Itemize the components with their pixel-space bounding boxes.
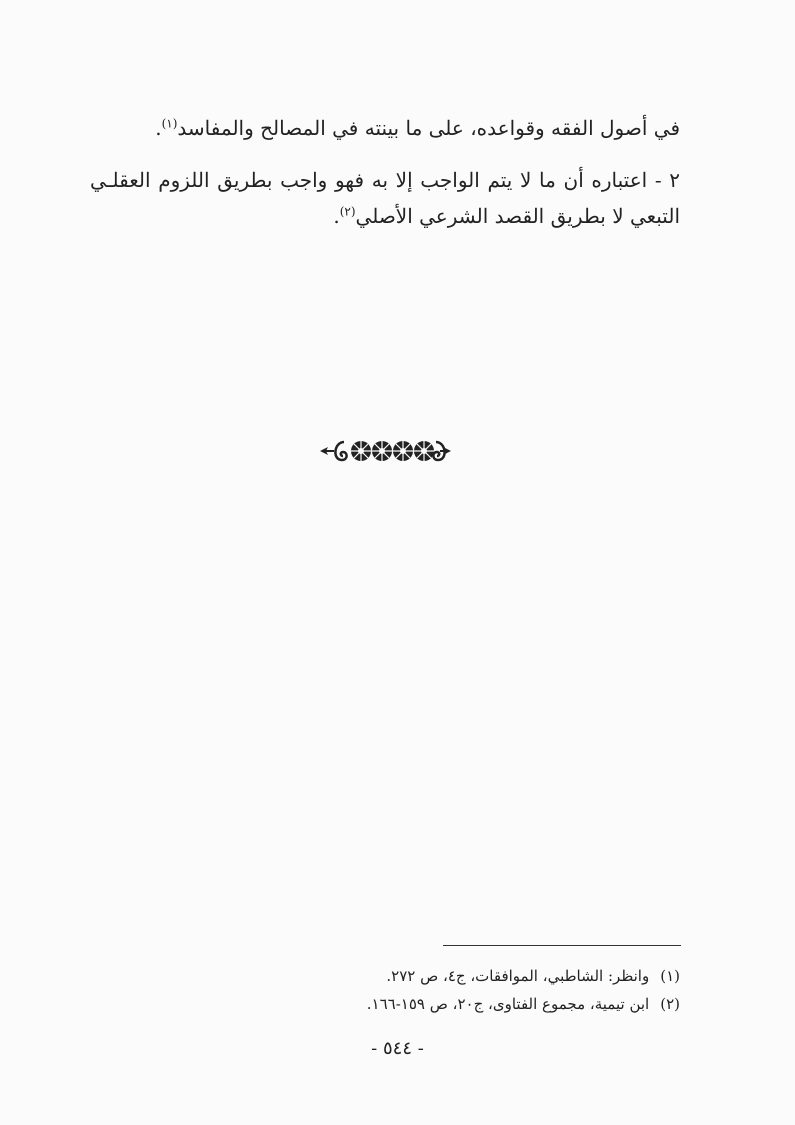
- paragraph-2-end: .: [333, 204, 340, 228]
- paragraph-2-line-2: التبعي لا بطريق القصد الشرعي الأصلي: [355, 204, 680, 228]
- footnote-1-number: (١): [660, 967, 680, 985]
- floral-ornament-icon: [318, 436, 452, 466]
- footnotes: [180, 962, 680, 1018]
- paragraph-2-line-1: ٢ - اعتباره أن ما لا يتم الواجب إلا به فهو واجب بطريق اللزوم العقلـي: [90, 168, 680, 192]
- paragraph-2-line-2-wrap: [90, 198, 680, 234]
- footnote-2: [180, 990, 680, 1018]
- paragraph-1-end: .: [155, 116, 162, 140]
- footnote-divider: [443, 945, 681, 946]
- footnote-2-text: ابن تيمية، مجموع الفتاوى، ج٢٠، ص ١٥٩-١٦٦.: [366, 995, 650, 1013]
- paragraph-1: [90, 110, 680, 146]
- footnote-ref-1[interactable]: (١): [161, 116, 178, 131]
- footnote-1: [180, 962, 680, 990]
- paragraph-1-text: في أصول الفقه وقواعده، على ما بينته في المصالح والمفاسد: [177, 116, 680, 140]
- footnote-1-text: وانظر: الشاطبي، الموافقات، ج٤، ص ٢٧٢.: [386, 967, 650, 985]
- footnote-2-number: (٢): [660, 995, 680, 1013]
- paragraph-2: [90, 162, 680, 234]
- page-number: - ٥٤٤ -: [371, 1038, 424, 1059]
- footnote-ref-2[interactable]: (٢): [339, 204, 356, 219]
